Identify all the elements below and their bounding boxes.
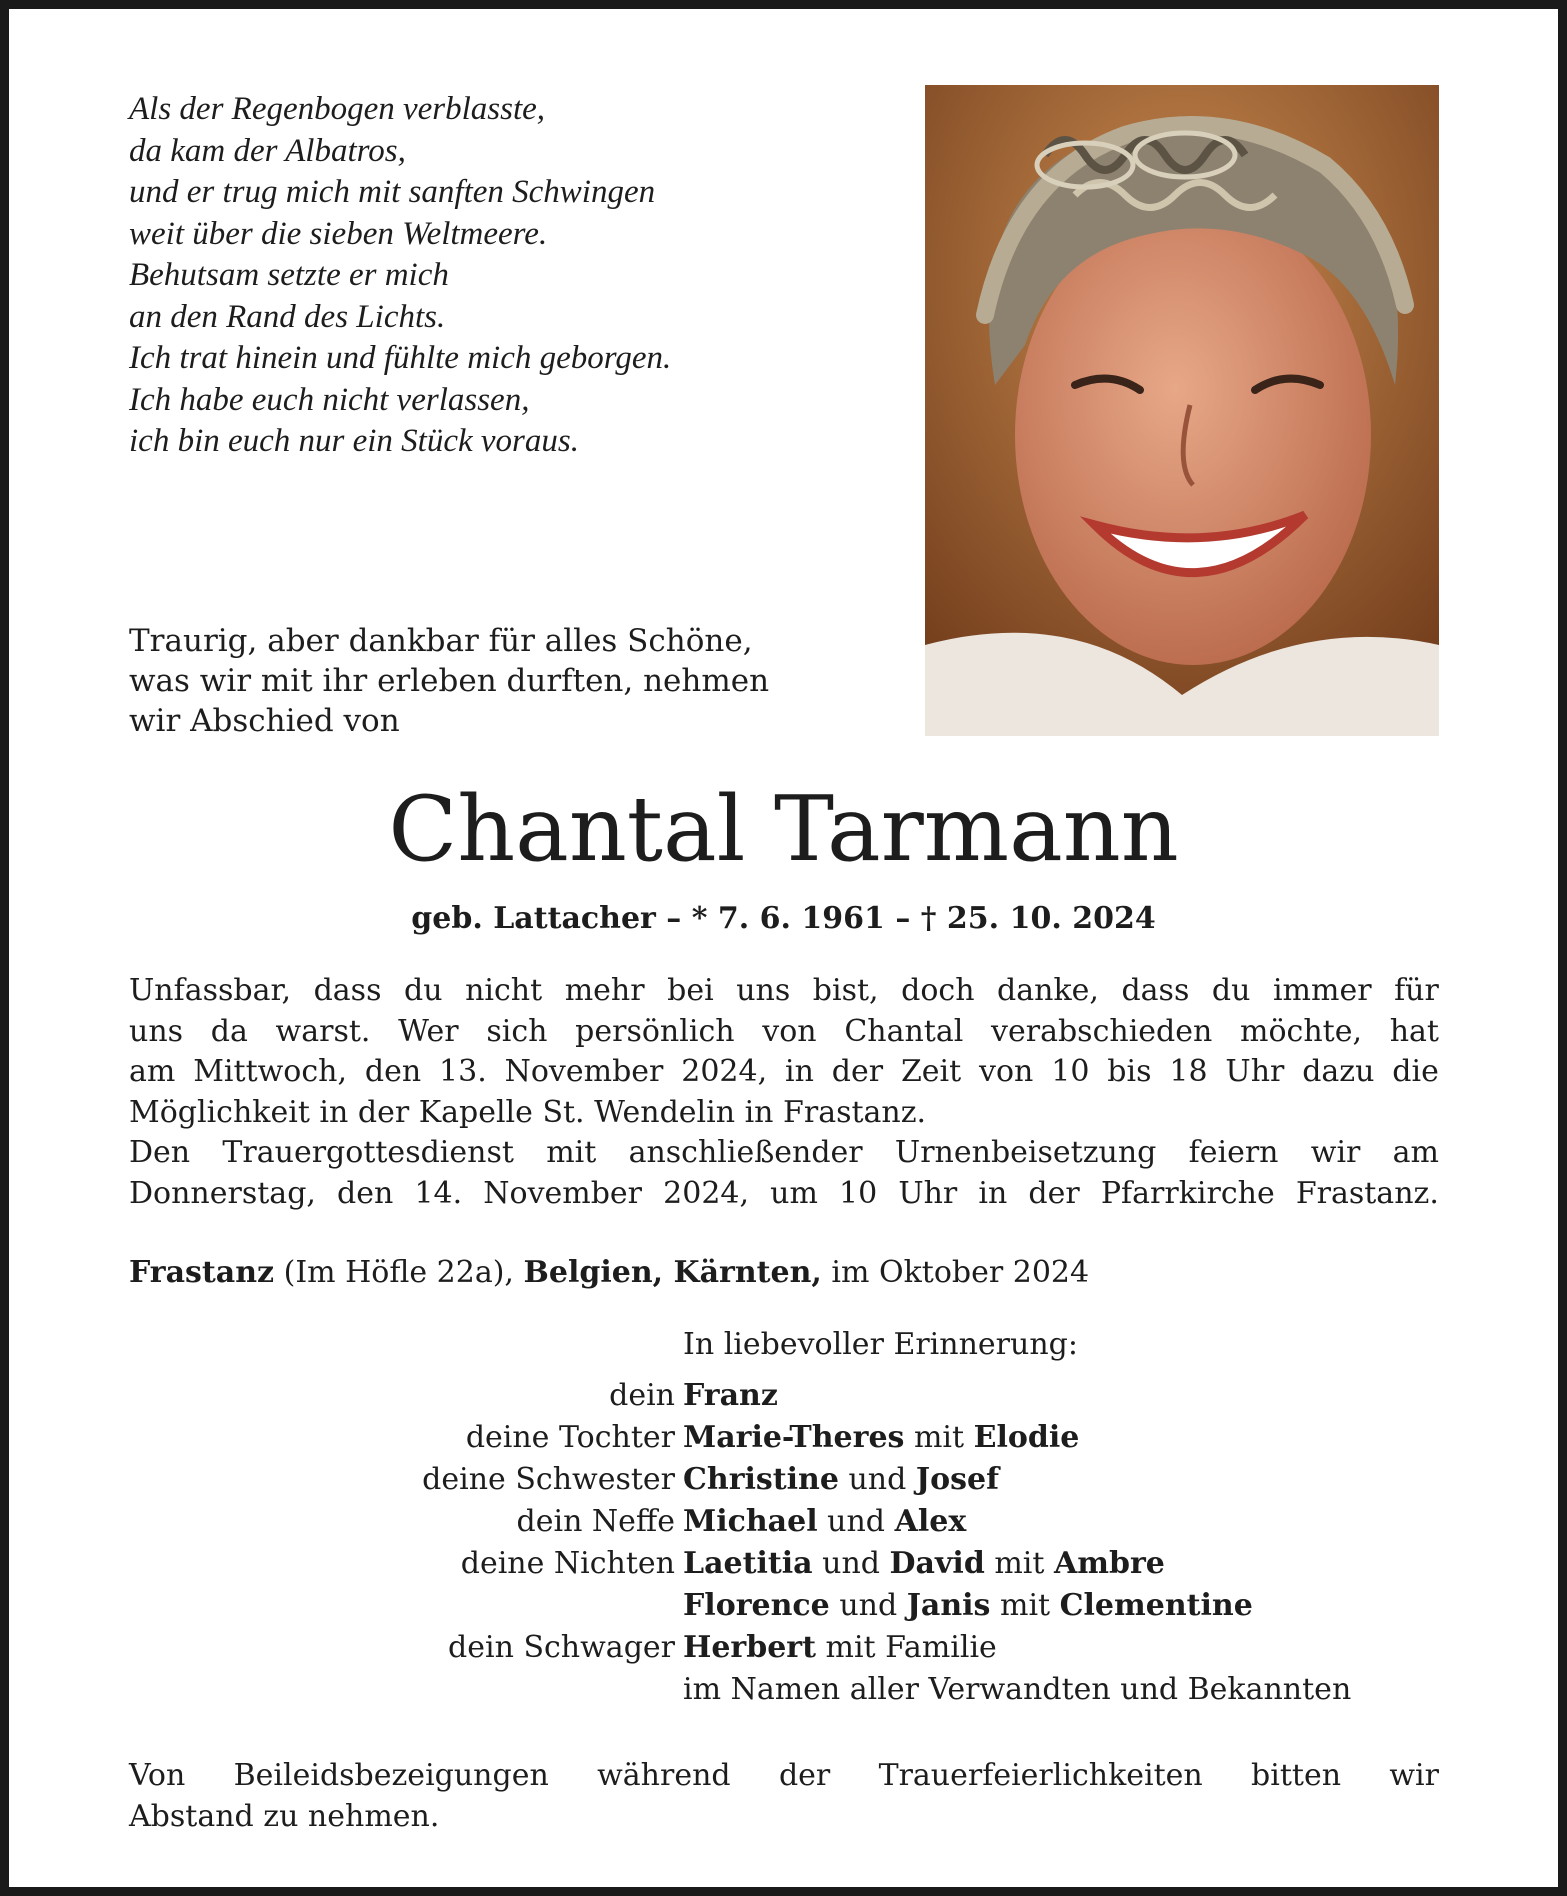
relation-label: deine Nichten (460, 1546, 675, 1581)
relative-name: Christine (683, 1462, 839, 1497)
place-address: (Im Höfle 22a), (283, 1255, 514, 1290)
birth-death-dates: geb. Lattacher – * 7. 6. 1961 – † 25. 10. 2024 (411, 901, 1156, 936)
connector: und (827, 1504, 886, 1539)
closing-line: Von Beileidsbezeigungen während der Trauerfeierlichkeiten bitten wir (129, 1758, 1439, 1793)
relative-names (683, 1501, 966, 1543)
relative-names (683, 1585, 1253, 1627)
relative-name: Clementine (1059, 1588, 1253, 1623)
closing-line: Abstand zu nehmen. (129, 1799, 440, 1834)
relation-label: dein (609, 1378, 675, 1413)
connector: mit (913, 1420, 965, 1455)
relative-name: Janis (906, 1588, 991, 1623)
body-line: Unfassbar, dass du nicht mehr bei uns bist, doch danke, dass du immer für (129, 973, 1439, 1008)
intro-text (129, 621, 769, 741)
family-row (9, 1627, 1567, 1669)
intro-line: was wir mit ihr erleben durften, nehmen (129, 663, 770, 699)
relative-name: Florence (683, 1588, 830, 1623)
body-text (129, 971, 1439, 1214)
portrait-illustration (925, 85, 1439, 736)
connector: mit (1000, 1588, 1051, 1623)
poem-line: Behutsam setzte er mich (129, 257, 449, 293)
connector: mit (994, 1546, 1045, 1581)
place-and-date (129, 1253, 1089, 1293)
poem-line: und er trug mich mit sanften Schwingen (129, 174, 656, 210)
relation-label: deine Tochter (465, 1420, 675, 1455)
poem-line: Als der Regenbogen verblasste, (129, 91, 546, 127)
family-row (9, 1501, 1567, 1543)
place-date: im Oktober 2024 (831, 1255, 1090, 1290)
connector: und (839, 1588, 898, 1623)
relative-names (683, 1375, 778, 1417)
family-row (9, 1459, 1567, 1501)
family-row (9, 1375, 1567, 1417)
body-line: Den Trauergottesdienst mit anschließender Urnenbeisetzung feiern wir am (129, 1135, 1439, 1170)
poem-line: weit über die sieben Weltmeere. (129, 215, 548, 252)
poem-line: ich bin euch nur ein Stück voraus. (129, 423, 579, 459)
poem-line: an den Rand des Lichts. (129, 298, 446, 335)
family-list (9, 1375, 1567, 1711)
relative-names (683, 1459, 999, 1501)
body-line: uns da warst. Wer sich persönlich von Chantal verabschieden möchte, hat (129, 1013, 1439, 1049)
portrait-photo (925, 85, 1439, 736)
place-regions: Belgien, Kärnten, (523, 1255, 822, 1290)
place-town: Frastanz (129, 1255, 275, 1290)
family-row (9, 1669, 1567, 1711)
relative-name: Josef (915, 1462, 999, 1497)
relative-name: Ambre (1054, 1546, 1165, 1581)
memory-heading: In liebevoller Erinnerung: (683, 1327, 1078, 1362)
relative-names (683, 1417, 1079, 1459)
relation-label: deine Schwester (422, 1462, 675, 1497)
relative-name: David (889, 1546, 985, 1581)
poem (129, 89, 671, 463)
body-line: am Mittwoch, den 13. November 2024, in der Zeit von 10 bis 18 Uhr dazu die (129, 1054, 1439, 1089)
body-line: Möglichkeit in der Kapelle St. Wendelin in Frastanz. (129, 1094, 927, 1130)
relative-name: Alex (894, 1504, 967, 1539)
poem-line: Ich trat hinein und fühlte mich geborgen. (129, 340, 672, 376)
relation-label: dein Neffe (516, 1504, 675, 1539)
relative-names (683, 1627, 997, 1669)
relative-names (683, 1543, 1165, 1585)
poem-line: Ich habe euch nicht verlassen, (129, 381, 530, 418)
family-closing-line: im Namen aller Verwandten und Bekannten (683, 1672, 1352, 1707)
family-row (9, 1417, 1567, 1459)
connector: und (848, 1462, 907, 1497)
closing-text (129, 1755, 1439, 1837)
deceased-name: Chantal Tarmann (388, 777, 1179, 882)
relative-name: Elodie (973, 1420, 1080, 1455)
connector: und (822, 1546, 880, 1581)
poem-line: da kam der Albatros, (129, 132, 406, 169)
intro-line: wir Abschied von (129, 703, 400, 739)
body-line: Donnerstag, den 14. November 2024, um 10 Uhr in der Pfarrkirche Frastanz. (129, 1175, 1439, 1211)
relative-name: Michael (683, 1504, 818, 1539)
relative-name: Marie-Theres (683, 1420, 905, 1455)
relative-name: Franz (683, 1378, 778, 1413)
connector: mit Familie (825, 1630, 997, 1665)
relative-name: Herbert (683, 1630, 816, 1665)
family-row (9, 1543, 1567, 1585)
relative-name: Laetitia (683, 1546, 813, 1581)
family-row (9, 1585, 1567, 1627)
relation-label: dein Schwager (448, 1630, 675, 1665)
intro-line: Traurig, aber dankbar für alles Schöne, (129, 623, 753, 659)
